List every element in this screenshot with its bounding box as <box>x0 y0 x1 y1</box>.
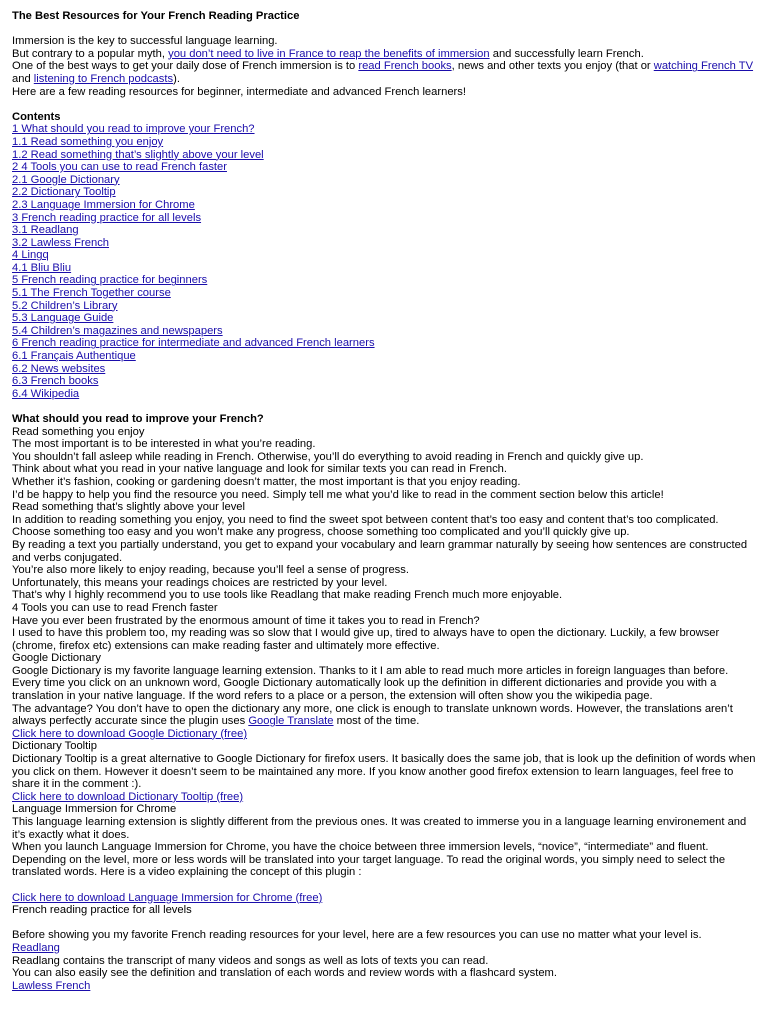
toc-item[interactable]: 6.2 News websites <box>12 362 106 375</box>
paragraph: Before showing you my favorite French reading resources for your level, here are a few resources you can use no matter what your level is. <box>12 929 702 942</box>
subsection-heading: Google Dictionary <box>12 652 101 665</box>
toc-item[interactable]: 2.3 Language Immersion for Chrome <box>12 198 195 211</box>
page-title: The Best Resources for Your French Reading Practice <box>12 10 300 22</box>
toc-item[interactable]: 1.1 Read something you enjoy <box>12 135 164 148</box>
toc-item[interactable]: 4.1 Bliu Bliu <box>12 261 72 274</box>
toc-item[interactable]: 6 French reading practice for intermediate and advanced French learners <box>12 337 375 350</box>
spacer <box>12 917 756 930</box>
toc-item[interactable]: 1.2 Read something that’s slightly above your level <box>12 148 264 161</box>
toc-item[interactable]: 6.4 Wikipedia <box>12 387 80 400</box>
download-google-dictionary-link[interactable]: Click here to download Google Dictionary (free) <box>12 727 248 740</box>
spacer <box>12 98 756 111</box>
paragraph: Readlang contains the transcript of many videos and songs as well as lots of texts you can read. <box>12 954 489 967</box>
intro-text: and <box>12 72 34 85</box>
toc-item[interactable]: 6.1 Français Authentique <box>12 350 136 363</box>
toc-item[interactable]: 5.2 Children’s Library <box>12 299 118 312</box>
paragraph: Unfortunately, this means your readings choices are restricted by your level. <box>12 576 388 589</box>
toc-item[interactable]: 6.3 French books <box>12 375 99 388</box>
subsection-heading: French reading practice for all levels <box>12 904 192 917</box>
intro-line-2 <box>12 48 756 61</box>
immersion-myth-link[interactable]: you don’t need to live in France to reap the benefits of immersion <box>168 47 490 60</box>
paragraph: You’re also more likely to enjoy reading, because you’ll feel a sense of progress. <box>12 564 409 577</box>
table-of-contents <box>12 123 756 400</box>
paragraph: Choose something too easy and you won’t make any progress, choose something too complicated and you’ll quickly give up. <box>12 526 630 539</box>
paragraph: I used to have this problem too, my reading was so slow that I would give up, tired to always have to open the dictionary. Luckily, a few browser (chrome, firefox etc) extensions can make reading faster and ultimately more effective. <box>12 627 720 652</box>
paragraph <box>12 703 756 728</box>
paragraph: This language learning extension is slightly different from the previous ones. It was created to immerse you in a language learning environement and it’s exactly what it does. <box>12 816 747 841</box>
toc-item[interactable]: 4 Lingq <box>12 249 49 262</box>
intro-text: , news and other texts you enjoy (that or <box>451 60 654 73</box>
google-translate-link[interactable]: Google Translate <box>248 715 334 728</box>
toc-item[interactable]: 2 4 Tools you can use to read French faster <box>12 161 227 174</box>
spacer <box>12 400 756 413</box>
paragraph: Have you ever been frustrated by the enormous amount of time it takes you to read in French? <box>12 614 480 627</box>
read-french-books-link[interactable]: read French books <box>358 60 452 73</box>
subsection-heading: Read something you enjoy <box>12 425 145 438</box>
subsection-heading: Dictionary Tooltip <box>12 740 97 753</box>
paragraph: Think about what you read in your native language and look for similar texts you can read in French. <box>12 463 508 476</box>
readlang-link[interactable]: Readlang <box>12 941 60 954</box>
intro-line-1: Immersion is the key to successful language learning. <box>12 35 278 48</box>
toc-item[interactable]: 2.1 Google Dictionary <box>12 173 120 186</box>
toc-item[interactable]: 1 What should you read to improve your French? <box>12 123 255 136</box>
toc-item[interactable]: 3 French reading practice for all levels <box>12 211 202 224</box>
paragraph: The most important is to be interested in what you’re reading. <box>12 438 316 451</box>
toc-item[interactable]: 5.4 Children’s magazines and newspapers <box>12 324 223 337</box>
paragraph: Google Dictionary is my favorite language learning extension. Thanks to it I am able to read much more articles in foreign languages than before. <box>12 664 729 677</box>
intro-line-3 <box>12 60 756 85</box>
spacer <box>12 23 756 36</box>
download-language-immersion-link[interactable]: Click here to download Language Immersion for Chrome (free) <box>12 891 323 904</box>
paragraph: I’d be happy to help you find the resource you need. Simply tell me what you’d like to read in the comment section below this article! <box>12 488 664 501</box>
intro-text: But contrary to a popular myth, <box>12 47 169 60</box>
french-podcasts-link[interactable]: listening to French podcasts <box>33 72 174 85</box>
subsection-heading: Read something that’s slightly above your level <box>12 501 245 514</box>
paragraph: Dictionary Tooltip is a great alternative to Google Dictionary for firefox users. It basically does the same job, that is look up the definition of words when you click on them. However it doesn’t seem to be maintained any more. If you know another good firefox extension to learn languages, feel free to share it in the comment :). <box>12 753 756 791</box>
lawless-french-link[interactable]: Lawless French <box>12 979 91 992</box>
subsection-heading: Language Immersion for Chrome <box>12 803 177 816</box>
intro-text: One of the best ways to get your daily dose of French immersion is to <box>12 60 359 73</box>
paragraph-text: most of the time. <box>333 715 420 728</box>
paragraph: In addition to reading something you enjoy, you need to find the sweet spot between content that’s too easy and content that’s too complicated. <box>12 513 719 526</box>
toc-item[interactable]: 3.1 Readlang <box>12 224 79 237</box>
toc-item[interactable]: 5.1 The French Together course <box>12 287 171 300</box>
intro-text: ). <box>173 72 180 85</box>
toc-item[interactable]: 3.2 Lawless French <box>12 236 110 249</box>
spacer <box>12 879 756 892</box>
paragraph: When you launch Language Immersion for Chrome, you have the choice between three immersion levels, “novice”, “intermediate” and fluent. Depending on the level, more or less words will be translated into your target language. To read the original words, you simply need to select the translated words. Here is a video explaining the concept of this plugin : <box>12 841 726 879</box>
paragraph-text: The advantage? You don’t have to open the dictionary any more, one click is enough to translate unknown words. However, the translations aren’t always perfectly accurate since the plugin uses <box>12 702 733 728</box>
download-dictionary-tooltip-link[interactable]: Click here to download Dictionary Tooltip (free) <box>12 790 244 803</box>
paragraph: By reading a text you partially understand, you get to expand your vocabulary and learn grammar naturally by seeing how sentences are constructed and verbs conjugated. <box>12 538 748 564</box>
toc-item[interactable]: 5.3 Language Guide <box>12 312 114 325</box>
paragraph: You can also easily see the definition and translation of each words and review words with a flashcard system. <box>12 967 557 980</box>
toc-item[interactable]: 2.2 Dictionary Tooltip <box>12 186 116 199</box>
intro-text: and successfully learn French. <box>489 47 644 60</box>
paragraph: That’s why I highly recommend you to use tools like Readlang that make reading French much more enjoyable. <box>12 589 563 602</box>
toc-item[interactable]: 5 French reading practice for beginners <box>12 274 208 287</box>
intro-line-4: Here are a few reading resources for beginner, intermediate and advanced French learners! <box>12 85 466 98</box>
paragraph: Whether it’s fashion, cooking or gardening doesn’t matter, the most important is that you enjoy reading. <box>12 475 521 488</box>
section-heading: What should you read to improve your French? <box>12 413 264 425</box>
paragraph: Every time you click on an unknown word, Google Dictionary automatically look up the definition in different dictionaries and provide you with a translation in your native language. If the word refers to a place or a person, the extension will often show you the wikipedia page. <box>12 677 717 703</box>
paragraph: You shouldn’t fall asleep while reading in French. Otherwise, you’ll do everything to avoid reading in French and quickly give up. <box>12 450 644 463</box>
subsection-heading: 4 Tools you can use to read French faster <box>12 601 218 614</box>
watching-french-tv-link[interactable]: watching French TV <box>653 60 754 73</box>
contents-heading: Contents <box>12 110 61 123</box>
